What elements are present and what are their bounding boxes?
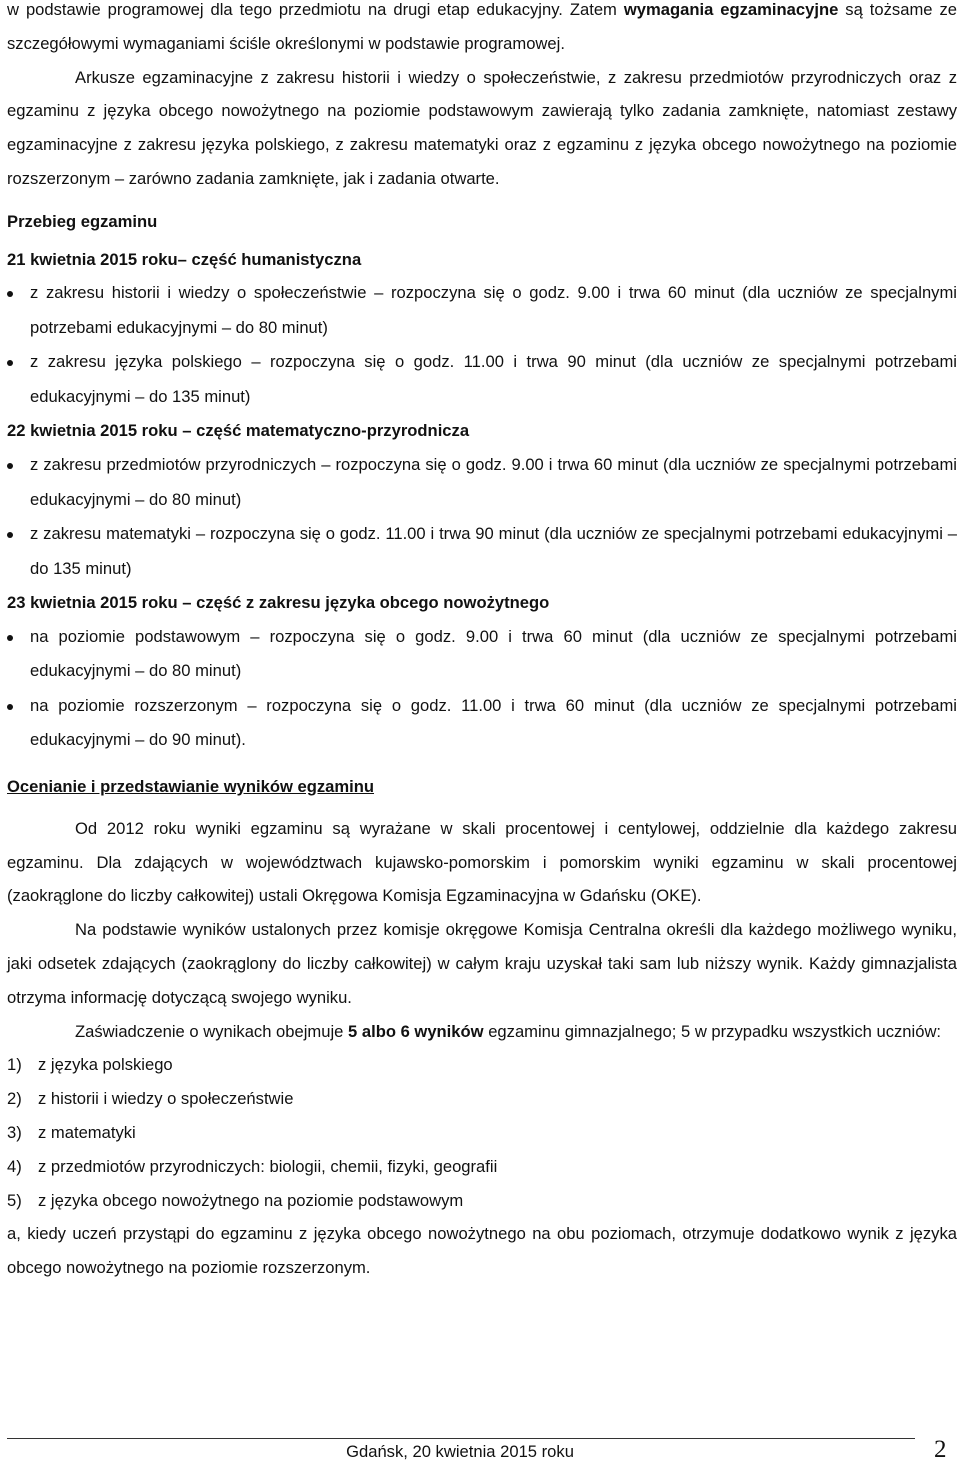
list-item-text: z matematyki: [38, 1122, 136, 1142]
list-item-text: z zakresu języka polskiego – rozpoczyna się o godz. 11.00 i trwa 90 minut (dla uczniów ze specjalnymi potrzebami edukacyjnymi – do 135 minut): [30, 352, 957, 406]
bullet-icon: [7, 532, 13, 538]
intro-paragraph-1: [7, 0, 957, 61]
ocenianie-p3-end: egzaminu gimnazjalnego; 5 w przypadku wszystkich uczniów:: [483, 1021, 942, 1041]
intro-text-end: są tożsame ze szczegółowymi wymaganiami ściśle określonymi w podstawie programowej.: [7, 0, 957, 53]
list-number: 3): [7, 1122, 22, 1142]
intro-paragraph-2: Arkusze egzaminacyjne z zakresu historii i wiedzy o społeczeństwie, z zakresu przedmiotów przyrodniczych oraz z egzaminu z języka obcego nowożytnego na poziomie podstawowym zawierają tylko zadania zamknięte, natomiast zestawy egzaminacyjne z zakresu języka polskiego, z zakresu matematyki oraz z egzaminu z języka obcego nowożytnego na poziomie rozszerzonym – zarówno zadania zamknięte, jak i zadania otwarte.: [7, 67, 957, 188]
day-heading-1: 21 kwietnia 2015 roku– część humanistyczna: [7, 249, 362, 269]
bullet-icon: [7, 463, 13, 469]
list-number: 5): [7, 1190, 22, 1210]
section-title-ocenianie: Ocenianie i przedstawianie wyników egzaminu: [7, 776, 375, 796]
document-page: [7, 0, 957, 1285]
ocenianie-paragraph-2: Na podstawie wyników ustalonych przez komisje okręgowe Komisja Centralna określi dla każdego możliwego wyniku, jaki odsetek zdających (zaokrąglony do liczby całkowitej) w całym kraju uzyskał taki sam lub niższy wynik. Każdy gimnazjalista otrzyma informację dotyczącą swojego wyniku.: [7, 920, 957, 1007]
bullet-icon: [7, 704, 13, 710]
list-number: 1): [7, 1055, 22, 1075]
list-item-text: z zakresu historii i wiedzy o społeczeństwie – rozpoczyna się o godz. 9.00 i trwa 60 minut (dla uczniów ze specjalnymi potrzebami edukacyjnymi – do 80 minut): [30, 283, 957, 337]
intro-text-bold: wymagania egzaminacyjne: [623, 0, 839, 19]
ocenianie-paragraph-3: [7, 1015, 957, 1049]
footer-divider: [7, 1438, 915, 1439]
day-heading-3: 23 kwietnia 2015 roku – część z zakresu języka obcego nowożytnego: [7, 593, 550, 613]
intro-text-start: w podstawie programowej dla tego przedmiotu na drugi etap edukacyjny. Zatem: [7, 0, 624, 19]
list-item-text: z języka polskiego: [38, 1055, 173, 1075]
page-number: 2: [934, 1436, 947, 1463]
list-item: [7, 1150, 957, 1184]
section-title-przebieg: Przebieg egzaminu: [7, 211, 158, 231]
ocenianie-p3-start: Zaświadczenie o wynikach obejmuje: [75, 1021, 349, 1041]
ocenianie-p3-bold: 5 albo 6 wyników: [348, 1021, 484, 1041]
bullet-icon: [7, 635, 13, 641]
list-item: [7, 276, 957, 345]
list-item: [7, 1082, 957, 1116]
day-heading-2: 22 kwietnia 2015 roku – część matematyczno-przyrodnicza: [7, 421, 470, 441]
list-item-text: z języka obcego nowożytnego na poziomie podstawowym: [38, 1190, 464, 1210]
list-item: [7, 689, 957, 758]
list-item-text: z zakresu przedmiotów przyrodniczych – rozpoczyna się o godz. 9.00 i trwa 60 minut (dla uczniów ze specjalnymi potrzebami edukacyjnymi – do 80 minut): [30, 455, 957, 509]
list-item-text: na poziomie podstawowym – rozpoczyna się o godz. 9.00 i trwa 60 minut (dla uczniów ze specjalnymi potrzebami edukacyjnymi – do 80 minut): [30, 626, 957, 681]
list-item-text: z historii i wiedzy o społeczeństwie: [38, 1089, 294, 1109]
day-1-list: [7, 276, 957, 414]
day-2-list: [7, 448, 957, 586]
list-item: [7, 1116, 957, 1150]
list-item: [7, 345, 957, 414]
list-item: [7, 1048, 957, 1082]
footer-place-date: Gdańsk, 20 kwietnia 2015 roku: [346, 1442, 574, 1461]
bullet-icon: [7, 291, 13, 297]
list-item: [7, 448, 957, 517]
day-3-list: [7, 620, 957, 758]
list-item-text: na poziomie rozszerzonym – rozpoczyna się o godz. 11.00 i trwa 60 minut (dla uczniów ze specjalnymi potrzebami edukacyjnymi – do 90 minut).: [30, 695, 957, 750]
list-number: 4): [7, 1156, 22, 1176]
list-number: 2): [7, 1089, 22, 1109]
ocenianie-paragraph-1: Od 2012 roku wyniki egzaminu są wyrażane w skali procentowej i centylowej, oddzielnie dla każdego zakresu egzaminu. Dla zdających w województwach kujawsko-pomorskim i pomorskim wyniki egzaminu w skali procentowej (zaokrąglone do liczby całkowitej) ustali Okręgowa Komisja Egzaminacyjna w Gdańsku (OKE).: [7, 818, 957, 906]
list-item: [7, 620, 957, 689]
list-item-text: z zakresu matematyki – rozpoczyna się o godz. 11.00 i trwa 90 minut (dla uczniów ze specjalnymi potrzebami edukacyjnymi – do 135 minut): [30, 524, 957, 578]
results-list: [7, 1048, 957, 1217]
ocenianie-paragraph-4: a, kiedy uczeń przystąpi do egzaminu z języka obcego nowożytnego na obu poziomach, otrzymuje dodatkowo wynik z języka obcego nowożytnego na poziomie rozszerzonym.: [7, 1224, 957, 1278]
list-item: [7, 1184, 957, 1218]
list-item: [7, 517, 957, 586]
bullet-icon: [7, 360, 13, 366]
list-item-text: z przedmiotów przyrodniczych: biologii, chemii, fizyki, geografii: [38, 1156, 498, 1176]
